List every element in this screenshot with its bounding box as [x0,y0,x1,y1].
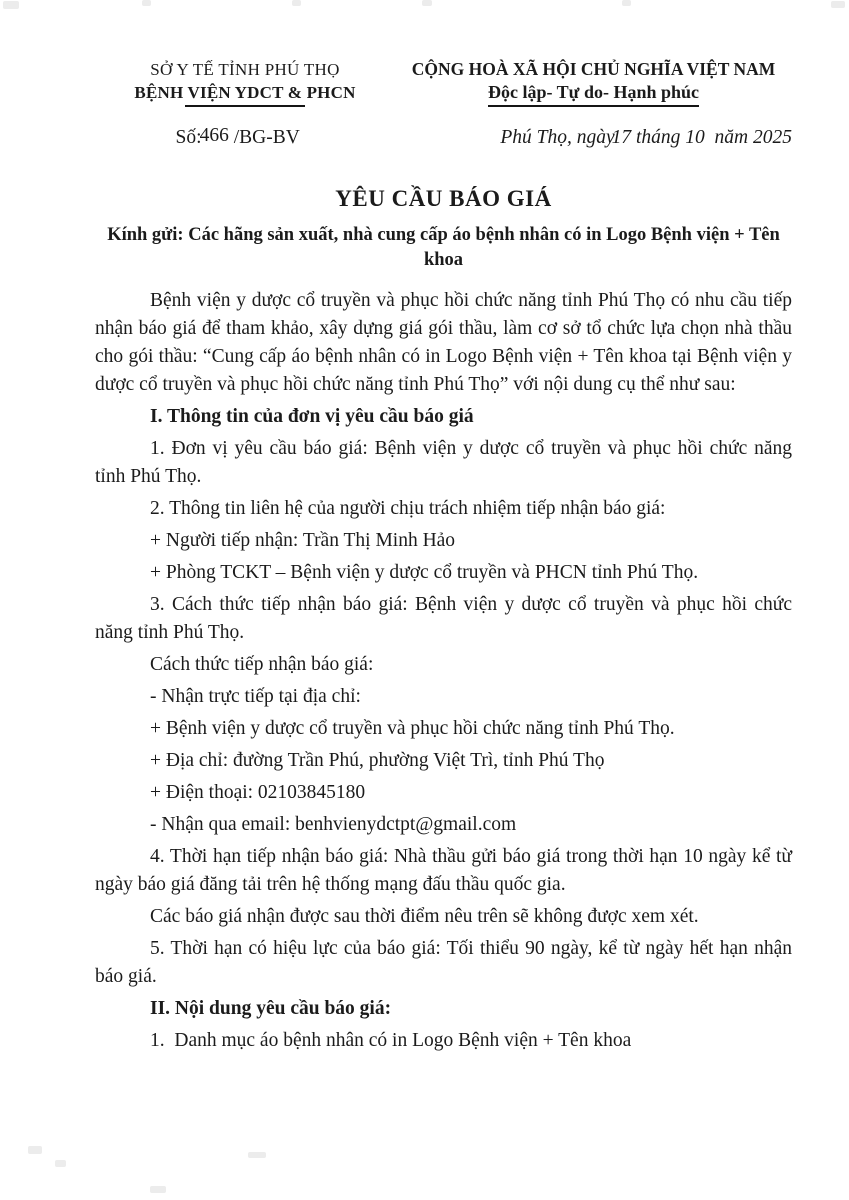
scan-artifact [248,1152,266,1158]
section-2-heading: II. Nội dung yêu cầu báo giá: [150,998,392,1019]
section-2-item-1: 1. Danh mục áo bệnh nhân có in Logo Bệnh viện + Tên khoa [150,1030,632,1051]
date-day: 17 [611,127,632,148]
late-quotes-note: Các báo giá nhận được sau thời điểm nêu trên sẽ không được xem xét. [150,906,699,927]
number-date-row [95,125,792,151]
letterhead-right [395,58,792,107]
intro-paragraph: Bệnh viện y dược cổ truyền và phục hồi chức năng tỉnh Phú Thọ có nhu cầu tiếp nhận báo giá để tham khảo, xây dựng giá gói thầu, làm cơ sở tổ chức lựa chọn nhà thầu cho gói thầu: “Cung cấp áo bệnh nhân có in Logo Bệnh viện + Tên khoa tại Bệnh viện y dược cổ truyền và phục hồi chức năng tỉnh Phú Thọ” với nội dung cụ thể như sau: [95,290,792,395]
salutation-line2: khoa [423,250,464,270]
scan-artifact [622,0,631,6]
scan-artifact [28,1146,42,1154]
item-5-validity: 5. Thời hạn có hiệu lực của báo giá: Tối thiểu 90 ngày, kể từ ngày hết hạn nhận báo giá. [95,938,792,987]
document-body [95,287,792,1055]
method-direct: - Nhận trực tiếp tại địa chỉ: [150,686,361,707]
item-2-contact-info: 2. Thông tin liên hệ của người chịu trách nhiệm tiếp nhận báo giá: [150,498,666,519]
hospital-name: BỆNH VIỆN YDCT & PHCN [134,83,356,102]
national-title: CỘNG HOÀ XÃ HỘI CHỦ NGHĨA VIỆT NAM [411,59,776,79]
salutation-line1: Kính gửi: Các hãng sản xuất, nhà cung cấp áo bệnh nhân có in Logo Bệnh viện + Tên [107,225,780,245]
item-1-requesting-unit: 1. Đơn vị yêu cầu báo giá: Bệnh viện y dược cổ truyền và phục hồi chức năng tỉnh Phú Thọ. [95,438,792,487]
scan-artifact [292,0,301,6]
scan-artifact [150,1186,166,1193]
method-address-street: + Địa chỉ: đường Trần Phú, phường Việt Trì, tỉnh Phú Thọ [150,750,605,771]
letterhead [95,58,792,107]
document-title: YÊU CẦU BÁO GIÁ [335,186,552,211]
document-content [95,58,792,1055]
scan-artifact [3,1,19,9]
scan-artifact [142,0,151,6]
issuing-authority: SỞ Y TẾ TỈNH PHÚ THỌ [150,60,340,79]
method-phone: + Điện thoại: 02103845180 [150,782,366,803]
place-and-date: Phú Thọ, ngày17 tháng 10 năm 2025 [500,127,792,148]
document-number: Số:466 /BG-BV [175,125,300,148]
hospital-name-underline [185,105,305,107]
item-4-deadline: 4. Thời hạn tiếp nhận báo giá: Nhà thầu gửi báo giá trong thời hạn 10 ngày kể từ ngày báo giá đăng tải trên hệ thống mạng đấu thầu quốc gia. [95,846,792,895]
scan-artifact [422,0,432,6]
item-3-receiving-method: 3. Cách thức tiếp nhận báo giá: Bệnh viện y dược cổ truyền và phục hồi chức năng tỉnh Phú Thọ. [95,594,792,643]
document-number-value: 466 [199,125,229,146]
section-1-heading: I. Thông tin của đơn vị yêu cầu báo giá [150,406,474,427]
contact-department: + Phòng TCKT – Bệnh viện y dược cổ truyền và PHCN tỉnh Phú Thọ. [150,562,699,583]
method-email: - Nhận qua email: benhvienydctpt@gmail.com [150,814,517,835]
letterhead-left [95,58,395,107]
scan-artifact [831,1,845,8]
national-motto: Độc lập- Tự do- Hạnh phúc [395,81,792,107]
method-label: Cách thức tiếp nhận báo giá: [150,654,374,675]
salutation [95,223,792,273]
method-address-org: + Bệnh viện y dược cổ truyền và phục hồi chức năng tỉnh Phú Thọ. [150,718,675,739]
contact-receiver: + Người tiếp nhận: Trần Thị Minh Hảo [150,530,456,551]
scan-artifact [55,1160,66,1167]
